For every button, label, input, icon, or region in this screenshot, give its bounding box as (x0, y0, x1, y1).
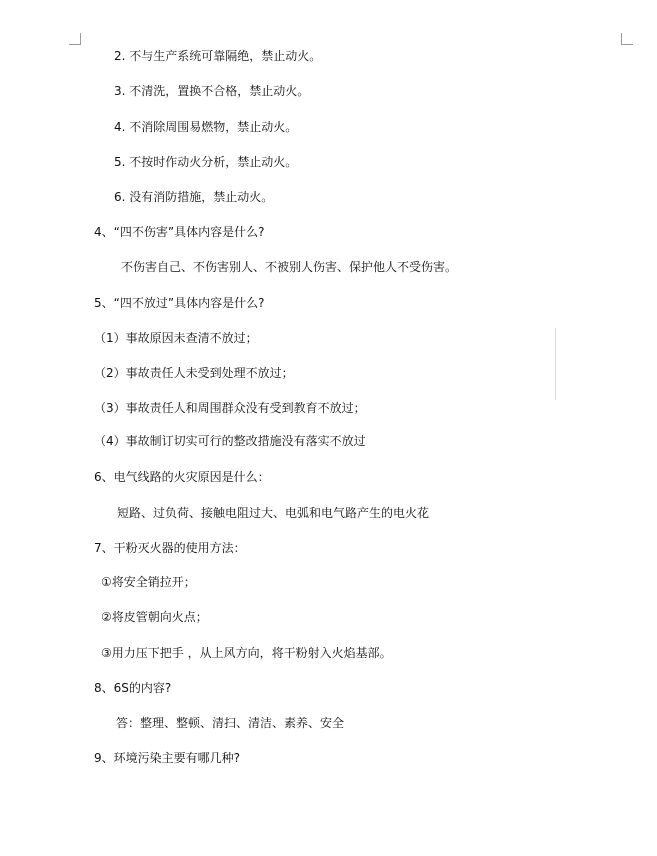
answer-7-step-3: ③用力压下把手 ，从上风方向，将干粉射入火焰基部。 (101, 646, 392, 660)
rule-line-5: 5. 不按时作动火分析，禁止动火。 (114, 155, 298, 169)
page-corner-mark-top-left (69, 33, 81, 45)
rule-line-4: 4. 不消除周围易燃物，禁止动火。 (114, 120, 298, 134)
rule-line-2: 2. 不与生产系统可靠隔绝，禁止动火。 (114, 49, 322, 63)
question-8: 8、6S的内容? (94, 681, 172, 695)
question-4: 4、“四不伤害”具体内容是什么? (94, 225, 265, 239)
rule-line-3: 3. 不清洗，置换不合格，禁止动火。 (114, 84, 310, 98)
margin-guide-line (555, 328, 556, 400)
answer-5-item-3: （3）事故责任人和周围群众没有受到教育不放过； (94, 401, 366, 415)
question-6: 6、电气线路的火灾原因是什么： (94, 470, 270, 484)
answer-5-item-1: （1）事故原因未查清不放过； (94, 331, 258, 345)
page-corner-mark-top-right (621, 33, 633, 45)
answer-7-step-2: ②将皮管朝向火点； (101, 610, 208, 624)
answer-4: 不伤害自己、不伤害别人、不被别人伤害、保护他人不受伤害。 (121, 260, 458, 274)
answer-6: 短路、过负荷、接触电阻过大、电弧和电气路产生的电火花 (117, 506, 430, 520)
question-9: 9、环境污染主要有哪几种? (94, 751, 241, 765)
answer-5-item-4: （4）事故制订切实可行的整改措施没有落实不放过 (94, 434, 366, 448)
question-5: 5、“四不放过”具体内容是什么? (94, 296, 265, 310)
answer-5-item-2: （2）事故责任人未受到处理不放过； (94, 366, 294, 380)
answer-7-step-1: ①将安全销拉开； (101, 575, 196, 589)
rule-line-6: 6. 没有消防措施，禁止动火。 (114, 190, 274, 204)
answer-8: 答：整理、整顿、清扫、清洁、素养、安全 (116, 716, 345, 730)
question-7: 7、干粉灭火器的使用方法： (94, 541, 246, 555)
